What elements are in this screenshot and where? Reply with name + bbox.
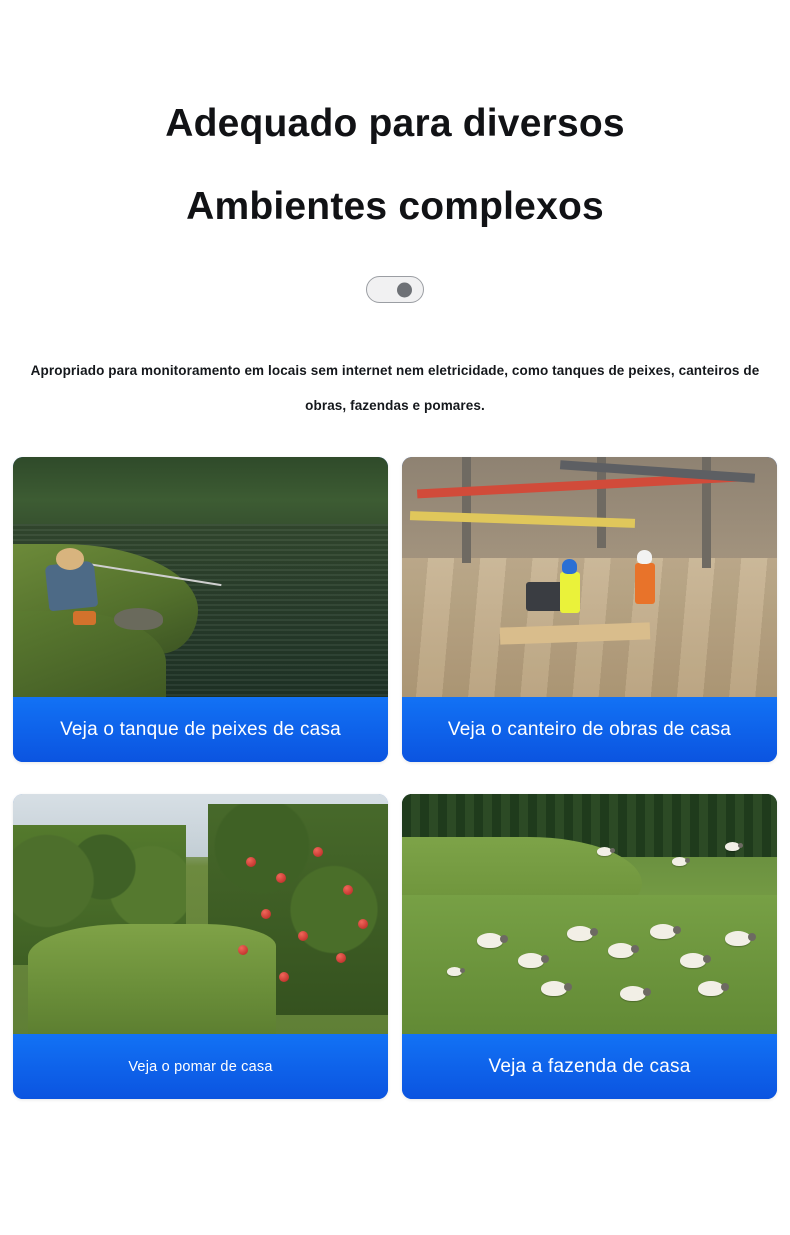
- apple: [358, 919, 368, 929]
- sheep: [725, 842, 740, 851]
- apple: [246, 857, 256, 867]
- sheep: [725, 931, 751, 946]
- apple: [336, 953, 346, 963]
- farm-caption: Veja a fazenda de casa: [402, 1034, 777, 1099]
- apple: [313, 847, 323, 857]
- page-description: Apropriado para monitoramento em locais sem internet nem eletricidade, como tanques de peixes, canteiros de obras, fazendas e pomares.: [30, 363, 760, 414]
- sheep: [597, 847, 612, 856]
- page-title-line-2: Ambientes complexos: [186, 185, 604, 228]
- construction-site-photo: [402, 457, 777, 697]
- apple: [276, 873, 286, 883]
- construction-site-caption: Veja o canteiro de obras de casa: [402, 697, 777, 762]
- sheep: [650, 924, 676, 939]
- sheep: [698, 981, 724, 996]
- apple: [298, 931, 308, 941]
- scenario-card-fish-tank[interactable]: [13, 457, 388, 762]
- orchard-caption: Veja o pomar de casa: [13, 1034, 388, 1099]
- site-post: [462, 457, 471, 563]
- shore-rock: [114, 608, 163, 630]
- orchard-photo: [13, 794, 388, 1034]
- sheep: [518, 953, 544, 968]
- sheep: [447, 967, 462, 976]
- sheep: [620, 986, 646, 1001]
- orchard-grass-path: [28, 924, 276, 1034]
- page-title-line-1: Adequado para diversos: [165, 102, 625, 145]
- fish-tank-caption: Veja o tanque de peixes de casa: [13, 697, 388, 762]
- farm-photo: [402, 794, 777, 1034]
- worker-helmet: [637, 550, 653, 564]
- apple: [261, 909, 271, 919]
- fish-tank-photo: [13, 457, 388, 697]
- scenario-card-farm[interactable]: [402, 794, 777, 1099]
- tackle-box: [73, 611, 96, 625]
- scenario-card-grid: [13, 457, 777, 1099]
- sheep: [541, 981, 567, 996]
- pasture-field: [402, 895, 777, 1034]
- child-head: [56, 548, 84, 570]
- sheep: [608, 943, 634, 958]
- toggle-container: [366, 276, 424, 303]
- sheep: [680, 953, 706, 968]
- sheep: [672, 857, 687, 866]
- page-title: [0, 104, 790, 226]
- apple: [279, 972, 289, 982]
- sheep: [477, 933, 503, 948]
- worker-figure: [560, 572, 581, 613]
- scenario-card-construction-site[interactable]: [402, 457, 777, 762]
- toggle-knob: [397, 282, 412, 297]
- worker-helmet: [562, 559, 578, 573]
- sheep: [567, 926, 593, 941]
- scenario-card-orchard[interactable]: [13, 794, 388, 1099]
- worker-figure: [635, 563, 656, 604]
- switch-toggle[interactable]: [366, 276, 424, 303]
